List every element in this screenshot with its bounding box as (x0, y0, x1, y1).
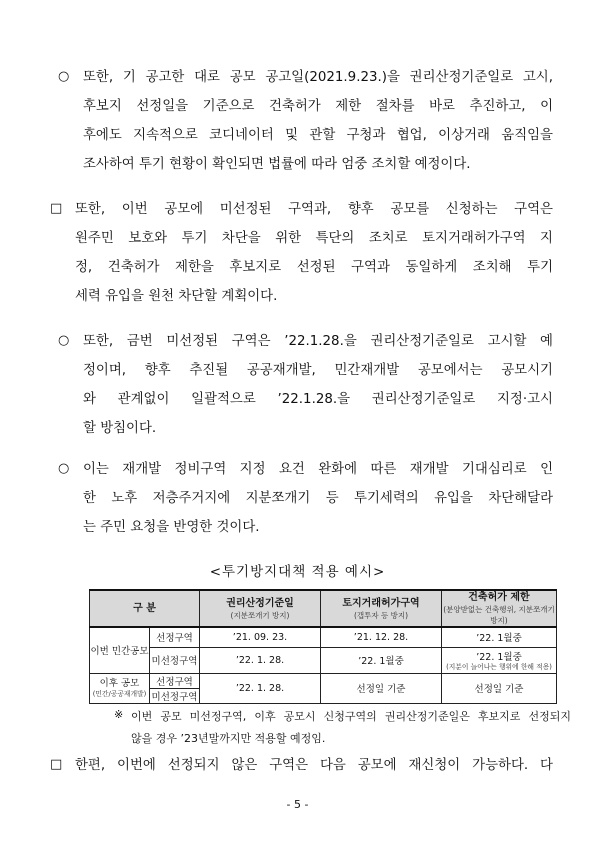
paragraph-line: 원주민 보호와 투기 차단을 위한 특단의 조치로 토지거래허가구역 지 (75, 231, 553, 246)
row-label: 선정구역 (150, 673, 200, 688)
paragraph-line: 후에도 지속적으로 코디네이터 및 관할 구청과 협업, 이상거래 움직임을 (83, 128, 553, 143)
paragraph-3 (83, 327, 553, 443)
table-header-row (90, 590, 557, 627)
note-line: 않을 경우 ’23년말까지만 적용할 예정임. (131, 732, 326, 745)
paragraph-line: 조사하여 투기 현황이 확인되면 법률에 따라 엄중 조치할 예정이다. (83, 157, 471, 172)
paragraph-2 (75, 195, 553, 311)
group-label: 이번 민간공모 (90, 627, 150, 673)
table-note (131, 706, 571, 750)
paragraph-line: 는 주민 요청을 반영한 것이다. (83, 520, 260, 535)
paragraph-line: 또한, 기 공고한 대로 공모 공고일(2021.9.23.)을 권리산정기준일로 고시, (83, 70, 553, 85)
row-label: 미선정구역 (150, 647, 200, 673)
row-label: 선정구역 (150, 627, 200, 647)
paragraph-4 (83, 455, 553, 542)
paragraph-line: 이는 재개발 정비구역 지정 요건 완화에 따른 재개발 기대심리로 인 (83, 462, 553, 477)
group-subtitle: (민간/공공재개발) (92, 689, 147, 698)
paragraph-line: 한 노후 저층주거지에 지분쪼개기 등 투기세력의 유입을 차단해달라 (83, 491, 553, 506)
paragraph-line: 후보지 선정일을 기준으로 건축허가 제한 절차를 바로 추진하고, 이 (83, 99, 553, 114)
anti-speculation-table (89, 589, 557, 704)
header-rights-date: 권리산정기준일 (지분쪼개기 방지) (200, 590, 321, 627)
table-row (90, 627, 557, 647)
paragraph-line: 또한, 이번 공모에 미선정된 구역과, 향후 공모를 신청하는 구역은 (75, 202, 553, 217)
table-cell: ’22. 1. 28. (200, 673, 321, 703)
table-cell: ’21. 09. 23. (200, 627, 321, 647)
paragraph-line: 한편, 이번에 선정되지 않은 구역은 다음 공모에 재신청이 가능하다. 다 (75, 758, 553, 773)
row-label: 미선정구역 (150, 688, 200, 703)
table-cell: ’22. 1월중 (442, 627, 557, 647)
table-caption: <투기방지대책 적용 예시> (209, 564, 386, 580)
cell-note: (지분이 늘어나는 행위에 한해 적용) (446, 662, 552, 671)
circle-bullet: ○ (58, 333, 70, 348)
square-bullet: □ (50, 757, 63, 772)
paragraph-1 (83, 63, 553, 179)
header-land-permit: 토지거래허가구역 (갭투자 등 방지) (321, 590, 442, 627)
paragraph-line: 정, 건축허가 제한을 후보지로 선정된 구역과 동일하게 조치해 투기 (75, 260, 553, 275)
note-mark: ※ (114, 708, 124, 721)
paragraph-5 (75, 751, 553, 780)
page-number: - 5 - (286, 798, 309, 811)
table-cell: ’22. 1월중 (321, 647, 442, 673)
table-cell: 선정일 기준 (321, 673, 442, 703)
table-cell: 선정일 기준 (442, 673, 557, 703)
cell-text: ’22. 1월중 (476, 651, 522, 663)
group-title: 이후 공모 (99, 677, 140, 689)
table-cell (442, 647, 557, 673)
paragraph-line: 할 방침이다. (83, 421, 157, 436)
circle-bullet: ○ (58, 69, 70, 84)
table-cell: ’22. 1. 28. (200, 647, 321, 673)
circle-bullet: ○ (58, 461, 70, 476)
header-category: 구 분 (90, 590, 200, 627)
group-label (90, 673, 150, 703)
paragraph-line: 세력 유입을 원천 차단할 계획이다. (75, 289, 278, 304)
square-bullet: □ (50, 201, 63, 216)
header-building-limit: 건축허가 제한 (분양받없는 건축행위, 지분쪼개기 방지) (443, 592, 555, 625)
paragraph-line: 또한, 금번 미선정된 구역은 ’22.1.28.을 권리산정기준일로 고시할 예 (83, 334, 553, 349)
table-row (90, 673, 557, 688)
table-cell: ’21. 12. 28. (321, 627, 442, 647)
paragraph-line: 정이며, 향후 추진될 공공재개발, 민간재개발 공모에서는 공모시기 (83, 363, 553, 378)
paragraph-line: 와 관계없이 일괄적으로 ’22.1.28.을 권리산정기준일로 지정·고시 (83, 392, 553, 407)
note-line: 이번 공모 미선정구역, 이후 공모시 신청구역의 권리산정기준일은 후보지로 선정되지 (131, 710, 571, 723)
table-row (90, 647, 557, 673)
